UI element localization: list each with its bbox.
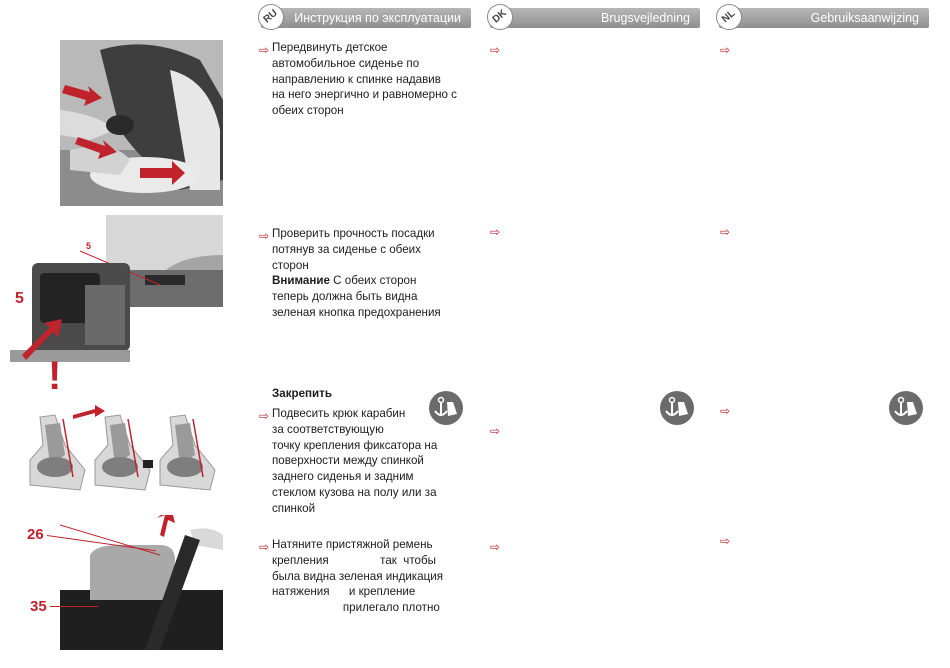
language-badge-dk: DK [482,0,519,35]
step2-text [272,226,441,321]
step3-line: за соответствующую [272,422,384,436]
step1-line: автомобильное сиденье по [272,56,420,70]
arrow-right-icon: ⇨ [720,404,731,418]
header-dk [490,8,700,28]
step4-line: прилегало плотно [272,601,440,615]
step2-line: Проверить прочность посадки [272,227,435,240]
step3-text [272,406,437,517]
callout-5-large: 5 [15,290,24,307]
arrow-right-icon: ⇨ [259,229,270,243]
header-nl [719,8,929,28]
arrow-right-icon: ⇨ [490,424,501,438]
anchor-icon [428,390,464,426]
step4-line: натяжения и крепление [272,585,416,599]
photo-push-seat [60,40,223,206]
anchor-icon [659,390,695,426]
step1-line: на него энергично и равномерно с [272,88,457,102]
arrow-right-icon: ⇨ [490,225,501,239]
attention-label: Внимание [272,274,330,288]
step2-line: сторон [272,258,309,272]
arrow-right-icon: ⇨ [720,225,731,239]
step2-line: зеленая кнопка предохранения [272,305,441,319]
arrow-right-icon: ⇨ [259,540,270,554]
arrow-right-icon: ⇨ [490,540,501,554]
arrow-right-icon: ⇨ [259,43,270,57]
arrow-right-icon: ⇨ [259,409,270,423]
header-nl-title: Gebruiksaanwijzing [810,11,919,25]
step1-line: Передвинуть детское [272,41,388,54]
arrow-right-icon: ⇨ [490,43,501,57]
step3-heading: Закрепить [272,387,332,400]
step3-line: заднего сиденья и задним [272,470,414,484]
callout-5-small: 5 [86,241,92,251]
header-ru [261,8,471,28]
photo-check-button [10,215,223,398]
language-badge-nl: NL [711,0,748,35]
diagram-topteather-hook [25,405,225,495]
step4-line: Натяните пристяжной ремень [272,538,433,551]
callout-35-line [50,606,98,607]
exclamation-icon: ! [48,354,62,398]
step1-text [272,40,457,119]
step3-line: точку крепления фиксатора на [272,438,438,452]
step3-line: поверхности между спинкой [272,454,424,468]
step4-line: была видна зеленая индикация [272,569,443,583]
step4-line: крепления так чтобы [272,553,436,567]
language-badge-ru: RU [253,0,290,35]
step3-line: Подвесить крюк карабин [272,407,406,420]
step2-line: потянув за сиденье с обеих [272,242,421,256]
step2-line: теперь должна быть видна [272,290,418,304]
step3-line: спинкой [272,501,316,515]
callout-26: 26 [27,526,44,543]
callout-35: 35 [30,598,47,615]
step3-line: стеклом кузова на полу или за [272,485,437,499]
attention-text: С обеих сторон [329,274,417,288]
anchor-icon [888,390,924,426]
step2-attention-line [272,273,441,289]
step4-text [272,537,443,616]
photo-pull-strap [60,515,223,650]
arrow-right-icon: ⇨ [720,43,731,57]
arrow-right-icon: ⇨ [720,534,731,548]
header-dk-title: Brugsvejledning [601,11,690,25]
step1-line: обеих сторон [272,104,344,118]
header-ru-title: Инструкция по эксплуатации [294,11,461,25]
step1-line: направлению к спинке надавив [272,72,441,86]
